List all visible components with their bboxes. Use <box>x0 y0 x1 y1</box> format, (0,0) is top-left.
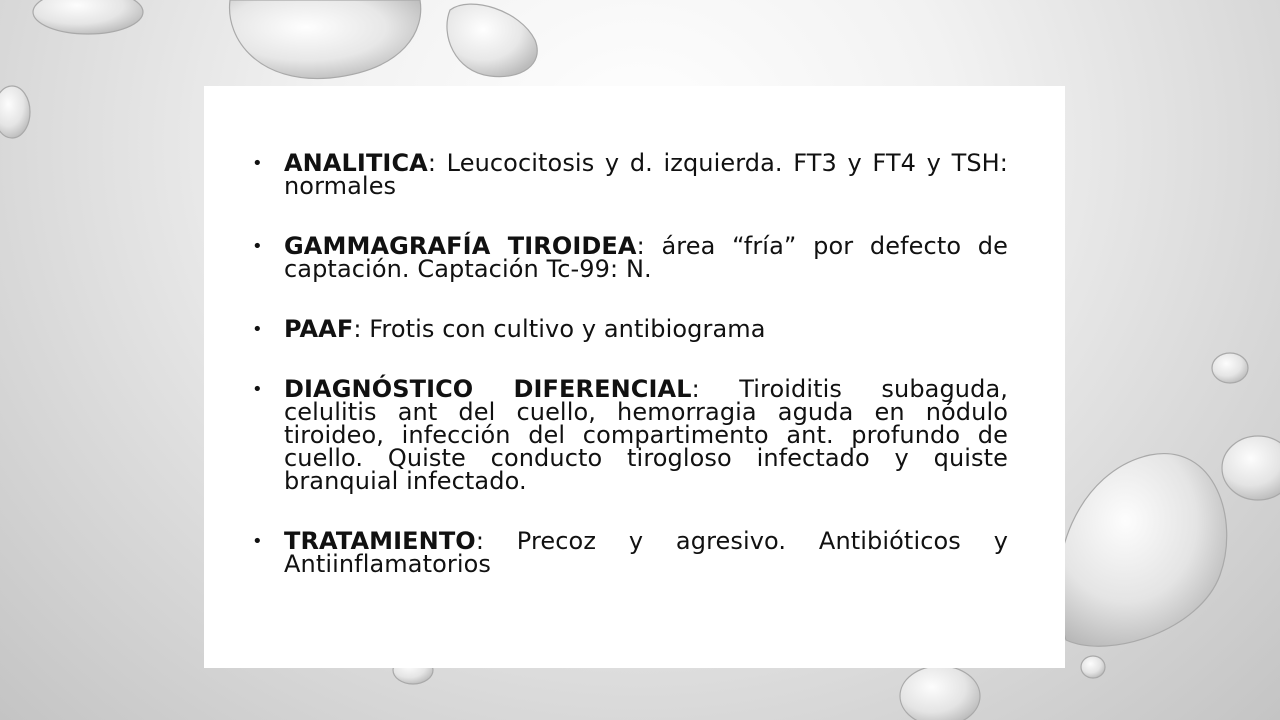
bullet-text: : Precoz y agresivo. Antibióticos y Antiinflamatorios <box>284 527 1008 578</box>
bullet-term: PAAF <box>284 315 354 343</box>
bullet-text: : Tiroiditis subaguda, celulitis ant del cuello, hemorragia aguda en nódulo tiroideo, infección del compartimento ant. profundo de cuello. Quiste conducto tirogloso infectado y quiste branquial infectado. <box>284 375 1008 495</box>
drop-left-small <box>0 86 30 138</box>
drop-top-left-small <box>33 0 143 34</box>
bullet-dot: • <box>252 319 263 340</box>
bullet-term: GAMMAGRAFÍA TIROIDEA <box>284 232 637 260</box>
bullet-paaf <box>252 315 1008 343</box>
drop-top-center <box>447 4 537 77</box>
bullet-term: DIAGNÓSTICO DIFERENCIAL <box>284 375 692 403</box>
drop-top-large <box>230 0 421 79</box>
bullet-term: ANALITICA <box>284 149 428 177</box>
bullet-dot: • <box>252 236 263 257</box>
drop-right-medium <box>1222 436 1280 500</box>
drop-right-large <box>1058 454 1227 647</box>
bullet-text: : Leucocitosis y d. izquierda. FT3 y FT4 y TSH: normales <box>284 149 1008 200</box>
bullet-diagnostico-diferencial <box>252 375 1008 495</box>
bullet-gammagrafia <box>252 232 1009 283</box>
bullet-text: : área “fría” por defecto de captación. Captación Tc-99: N. <box>284 232 1009 283</box>
bullet-dot: • <box>252 531 263 552</box>
drop-bottom-right-small <box>1081 656 1105 678</box>
bullet-term: TRATAMIENTO <box>284 527 476 555</box>
bullet-dot: • <box>252 153 263 174</box>
content-card <box>204 86 1065 668</box>
bullet-analitica <box>252 149 1008 200</box>
bullet-list <box>252 149 1009 578</box>
drop-right-small <box>1212 353 1248 383</box>
bullet-text: : Frotis con cultivo y antibiograma <box>353 315 766 343</box>
bullet-dot: • <box>252 379 263 400</box>
drop-bottom-center <box>900 666 980 720</box>
bullet-tratamiento <box>252 527 1008 578</box>
